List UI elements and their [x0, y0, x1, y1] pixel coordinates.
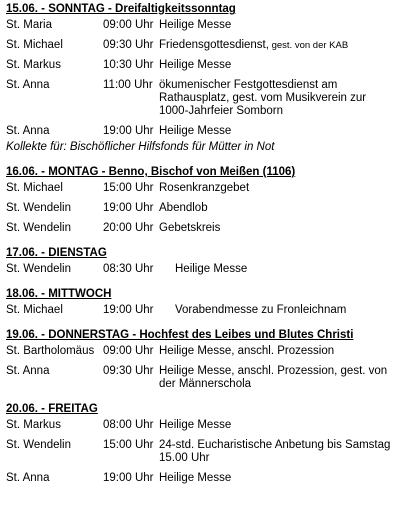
service-event-detail: gest. von der KAB: [268, 40, 349, 51]
schedule-entry: [6, 419, 398, 432]
service-event: Heilige Messe, anschl. Prozession: [159, 345, 335, 357]
service-time: 19:00 Uhr: [103, 202, 154, 214]
day-block-tuesday: [6, 246, 398, 276]
schedule-entry: [6, 182, 398, 195]
service-time: 19:00 Uhr: [103, 472, 154, 484]
church-name: St. Wendelin: [6, 439, 71, 451]
church-name: St. Anna: [6, 79, 50, 91]
day-heading: 15.06. - SONNTAG - Dreifaltigkeitssonntag: [6, 3, 236, 15]
collection-note: Kollekte für: Bischöflicher Hilfsfonds für Mütter in Not: [6, 141, 275, 153]
entry-list: [6, 263, 398, 276]
church-name: St. Michael: [6, 182, 63, 194]
schedule-entry: [6, 222, 398, 235]
day-heading: 17.06. - DIENSTAG: [6, 247, 107, 259]
schedule-entry: [6, 39, 398, 52]
service-time: 09:00 Uhr: [103, 345, 154, 357]
service-event: Vorabendmesse zu Fronleichnam: [175, 304, 347, 316]
schedule-entry: [6, 304, 398, 317]
schedule-entry: [6, 125, 398, 138]
service-event: 24-std. Eucharistische Anbetung bis Samstag 15.00 Uhr: [159, 439, 391, 464]
service-event: Heilige Messe: [159, 125, 232, 137]
schedule-entry: [6, 19, 398, 32]
schedule-entry: [6, 59, 398, 72]
service-time: 20:00 Uhr: [103, 222, 154, 234]
service-event: Heilige Messe: [159, 19, 232, 31]
schedule-entry: [6, 263, 398, 276]
service-event: Heilige Messe: [159, 419, 232, 431]
entry-list: [6, 19, 398, 138]
church-name: St. Bartholomäus: [6, 345, 95, 357]
service-time: 09:30 Uhr: [103, 365, 154, 377]
day-heading: 19.06. - DONNERSTAG - Hochfest des Leibes und Blutes Christi: [6, 329, 354, 341]
day-block-monday: [6, 165, 398, 235]
service-event: Heilige Messe: [159, 59, 232, 71]
entry-list: [6, 345, 398, 391]
schedule-entry: [6, 202, 398, 215]
entry-list: [6, 419, 398, 485]
church-name: St. Wendelin: [6, 263, 71, 275]
church-name: St. Michael: [6, 39, 63, 51]
day-block-wednesday: [6, 287, 398, 317]
service-time: 09:30 Uhr: [103, 39, 154, 51]
service-event: Abendlob: [159, 202, 208, 214]
service-event: [159, 39, 398, 52]
service-time: 19:00 Uhr: [103, 125, 154, 137]
church-name: St. Michael: [6, 304, 63, 316]
schedule-entry: [6, 472, 398, 485]
service-event: Heilige Messe, anschl. Prozession, gest. von der Männerschola: [159, 365, 388, 390]
schedule-entry: [6, 439, 398, 465]
day-block-sunday: [6, 2, 398, 154]
service-time: 11:00 Uhr: [103, 79, 153, 91]
church-name: St. Anna: [6, 125, 50, 137]
service-event: Heilige Messe: [175, 263, 248, 275]
service-schedule: [6, 2, 398, 496]
entry-list: [6, 182, 398, 235]
schedule-entry: [6, 345, 398, 358]
schedule-entry: [6, 79, 398, 118]
service-event: Heilige Messe: [159, 472, 232, 484]
service-time: 08:00 Uhr: [103, 419, 154, 431]
service-event: Rosenkranzgebet: [159, 182, 250, 194]
entry-list: [6, 304, 398, 317]
day-heading: 16.06. - MONTAG - Benno, Bischof von Meißen (1106): [6, 166, 296, 178]
service-time: 19:00 Uhr: [103, 304, 154, 316]
service-time: 10:30 Uhr: [103, 59, 154, 71]
service-event: Gebetskreis: [159, 222, 221, 234]
church-name: St. Markus: [6, 59, 61, 71]
day-heading: 20.06. - FREITAG: [6, 403, 98, 415]
church-name: St. Maria: [6, 19, 53, 31]
day-block-thursday: [6, 328, 398, 391]
service-time: 09:00 Uhr: [103, 19, 154, 31]
service-time: 15:00 Uhr: [103, 439, 154, 451]
service-event-main: Friedensgottesdienst,: [159, 39, 269, 51]
service-time: 08:30 Uhr: [103, 263, 154, 275]
service-time: 15:00 Uhr: [103, 182, 154, 194]
church-name: St. Markus: [6, 419, 61, 431]
church-name: St. Anna: [6, 472, 50, 484]
service-event: ökumenischer Festgottesdienst am Rathausplatz, gest. vom Musikverein zur 1000-Jahrfeier Somborn: [159, 79, 367, 117]
church-name: St. Wendelin: [6, 202, 71, 214]
church-name: St. Wendelin: [6, 222, 71, 234]
church-name: St. Anna: [6, 365, 50, 377]
day-heading: 18.06. - MITTWOCH: [6, 288, 112, 300]
schedule-entry: [6, 365, 398, 391]
day-block-friday: [6, 402, 398, 485]
